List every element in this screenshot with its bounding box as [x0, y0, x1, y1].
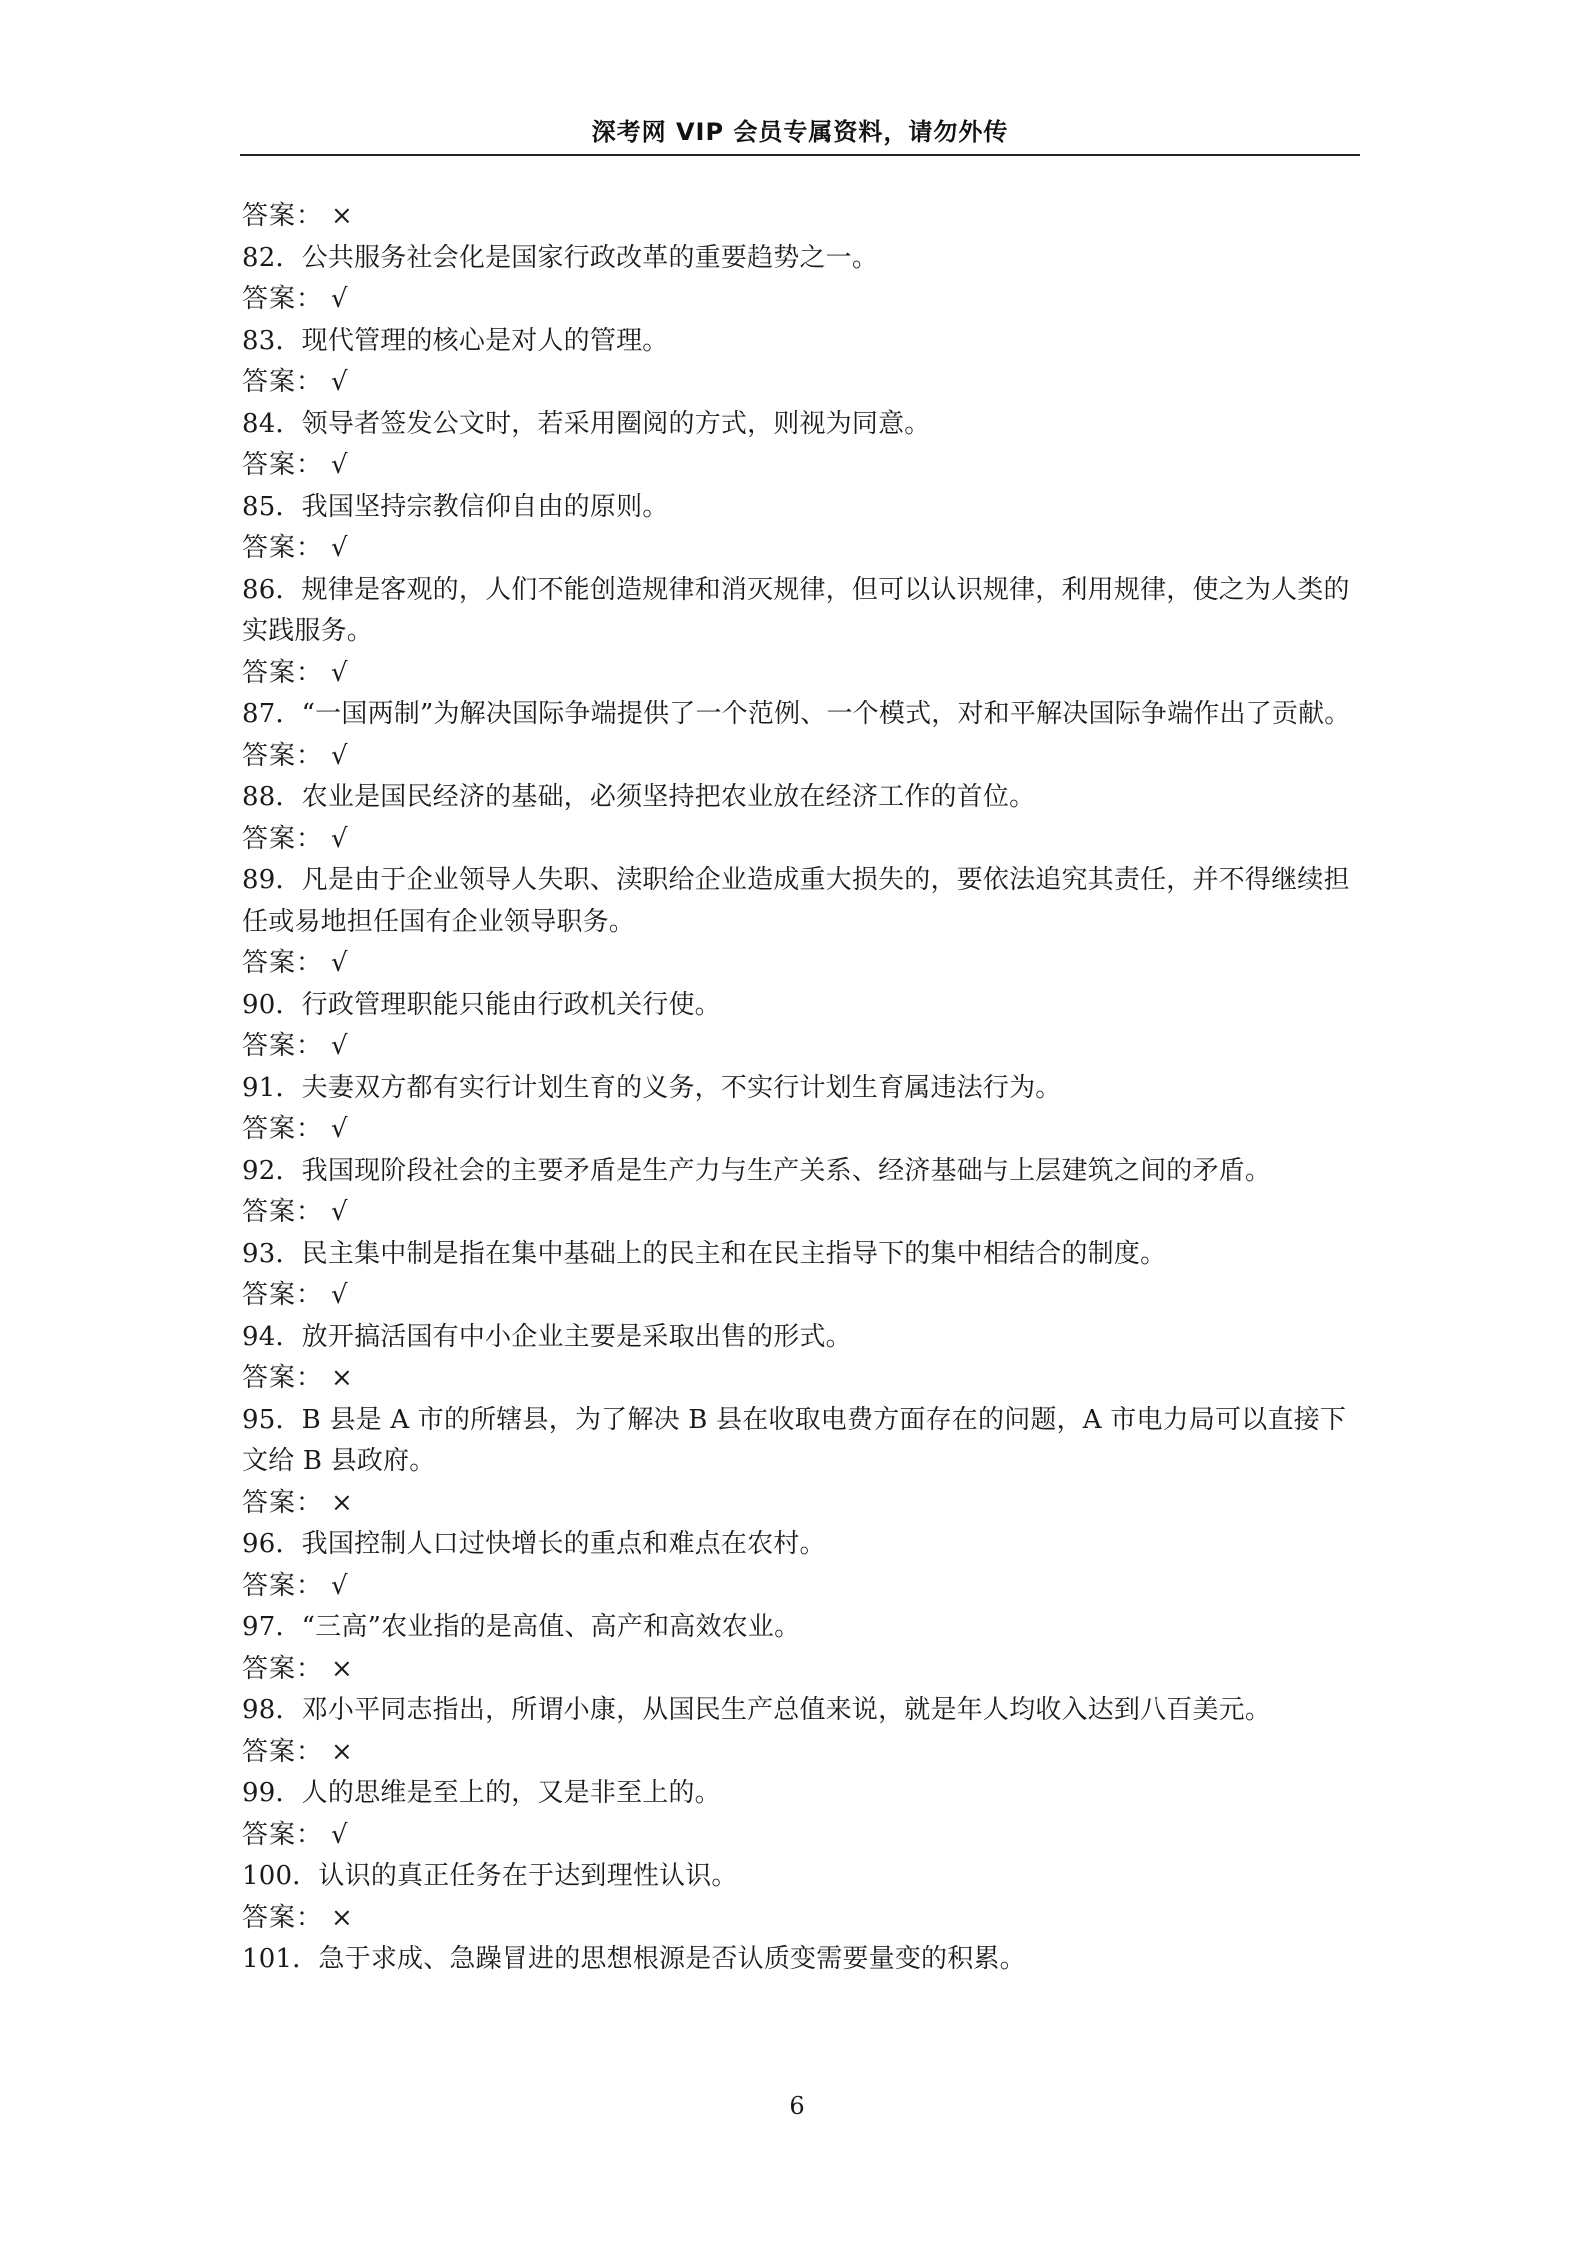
cross-mark: ×: [331, 1736, 353, 1767]
check-mark: √: [331, 657, 348, 688]
answer-label: 答案：: [242, 201, 324, 231]
answer-label: 答案：: [242, 1819, 324, 1850]
cross-mark: ×: [331, 1902, 353, 1933]
page-header: 深考网 VIP 会员专属资料，请勿外传: [591, 118, 1009, 146]
answer-label: 答案：: [242, 1114, 324, 1144]
check-mark: √: [331, 1280, 348, 1310]
answer-label: 答案：: [242, 1902, 324, 1933]
question-item: 89．凡是由于企业领导人失职、渎职给企业造成重大损失的，要依法追究其责任，并不得继续担任或易地担任国有企业领导职务。: [242, 865, 1350, 937]
answer-line: [242, 736, 1360, 778]
answer-label: 答案：: [242, 1487, 324, 1518]
check-mark: √: [331, 450, 348, 480]
answer-line: [242, 362, 1360, 404]
question-item: 85．我国坚持宗教信仰自由的原则。: [242, 491, 669, 522]
answer-label: 答案：: [242, 1280, 324, 1310]
check-mark: √: [331, 740, 348, 771]
answer-line: [242, 1275, 1360, 1317]
answer-label: 答案：: [242, 948, 324, 978]
answer-label: 答案：: [242, 533, 324, 563]
answer-line: [242, 1649, 1360, 1691]
question-item: 82．公共服务社会化是国家行政改革的重要趋势之一。: [242, 242, 879, 273]
answer-label: 答案：: [242, 823, 324, 854]
answer-label: 答案：: [242, 1736, 324, 1767]
answer-label: 答案：: [242, 367, 324, 397]
answer-line: [242, 1026, 1360, 1068]
check-mark: √: [331, 1819, 348, 1850]
answer-label: 答案：: [242, 1363, 324, 1393]
check-mark: √: [331, 1031, 348, 1061]
question-item: 92．我国现阶段社会的主要矛盾是生产力与生产关系、经济基础与上层建筑之间的矛盾。: [242, 1155, 1272, 1186]
answer-label: 答案：: [242, 450, 324, 480]
question-item: 98．邓小平同志指出，所谓小康，从国民生产总值来说，就是年人均收入达到八百美元。: [242, 1695, 1272, 1725]
answer-line: [242, 1358, 1360, 1400]
question-item: 95．B 县是 A 市的所辖县，为了解决 B 县在收取电费方面存在的问题，A 市电力局可以直接下文给 B 县政府。: [242, 1404, 1347, 1476]
question-item: 100．认识的真正任务在于达到理性认识。: [242, 1861, 738, 1891]
check-mark: √: [331, 948, 348, 978]
answer-label: 答案：: [242, 1031, 324, 1061]
cross-mark: ×: [331, 1653, 353, 1684]
question-item: 93．民主集中制是指在集中基础上的民主和在民主指导下的集中相结合的制度。: [242, 1238, 1167, 1269]
answer-line: [242, 1815, 1360, 1857]
question-item: 84．领导者签发公文时，若采用圈阅的方式，则视为同意。: [242, 408, 931, 439]
answer-line: [242, 196, 1360, 238]
page-number: 6: [789, 2092, 805, 2120]
answer-label: 答案：: [242, 657, 324, 688]
check-mark: √: [331, 1570, 348, 1601]
answer-line: [242, 653, 1360, 695]
check-mark: √: [331, 367, 348, 397]
question-item: 90．行政管理职能只能由行政机关行使。: [242, 989, 721, 1020]
question-item: 83．现代管理的核心是对人的管理。: [242, 325, 669, 356]
check-mark: √: [331, 284, 348, 314]
check-mark: √: [331, 1197, 348, 1227]
answer-line: [242, 445, 1360, 487]
answer-line: [242, 819, 1360, 861]
answer-line: [242, 1109, 1360, 1151]
header-divider: [240, 154, 1360, 156]
question-item: 88．农业是国民经济的基础，必须坚持把农业放在经济工作的首位。: [242, 782, 1036, 812]
answer-label: 答案：: [242, 1653, 324, 1684]
cross-mark: ×: [331, 1363, 353, 1393]
question-list: [242, 196, 1360, 1981]
answer-label: 答案：: [242, 740, 324, 771]
answer-label: 答案：: [242, 1570, 324, 1601]
answer-line: [242, 1192, 1360, 1234]
check-mark: √: [331, 533, 348, 563]
question-item: 97．“三高”农业指的是高值、高产和高效农业。: [242, 1612, 801, 1642]
question-item: 91．夫妻双方都有实行计划生育的义务，不实行计划生育属违法行为。: [242, 1072, 1062, 1103]
answer-line: [242, 279, 1360, 321]
question-item: 87．“一国两制”为解决国际争端提供了一个范例、一个模式，对和平解决国际争端作出了贡献。: [242, 699, 1351, 729]
answer-line: [242, 528, 1360, 570]
check-mark: √: [331, 823, 348, 854]
answer-label: 答案：: [242, 284, 324, 314]
answer-line: [242, 1732, 1360, 1774]
cross-mark: ×: [331, 201, 353, 231]
check-mark: √: [331, 1114, 348, 1144]
question-item: 99．人的思维是至上的，又是非至上的。: [242, 1778, 721, 1808]
answer-line: [242, 1898, 1360, 1940]
question-item: 101．急于求成、急躁冒进的思想根源是否认质变需要量变的积累。: [242, 1944, 1026, 1974]
answer-line: [242, 1483, 1360, 1525]
answer-label: 答案：: [242, 1197, 324, 1227]
question-item: 94．放开搞活国有中小企业主要是采取出售的形式。: [242, 1321, 852, 1352]
cross-mark: ×: [331, 1487, 353, 1518]
question-item: 86．规律是客观的，人们不能创造规律和消灭规律，但可以认识规律，利用规律，使之为人类的实践服务。: [242, 574, 1350, 646]
answer-line: [242, 1566, 1360, 1608]
answer-line: [242, 943, 1360, 985]
question-item: 96．我国控制人口过快增长的重点和难点在农村。: [242, 1529, 826, 1559]
